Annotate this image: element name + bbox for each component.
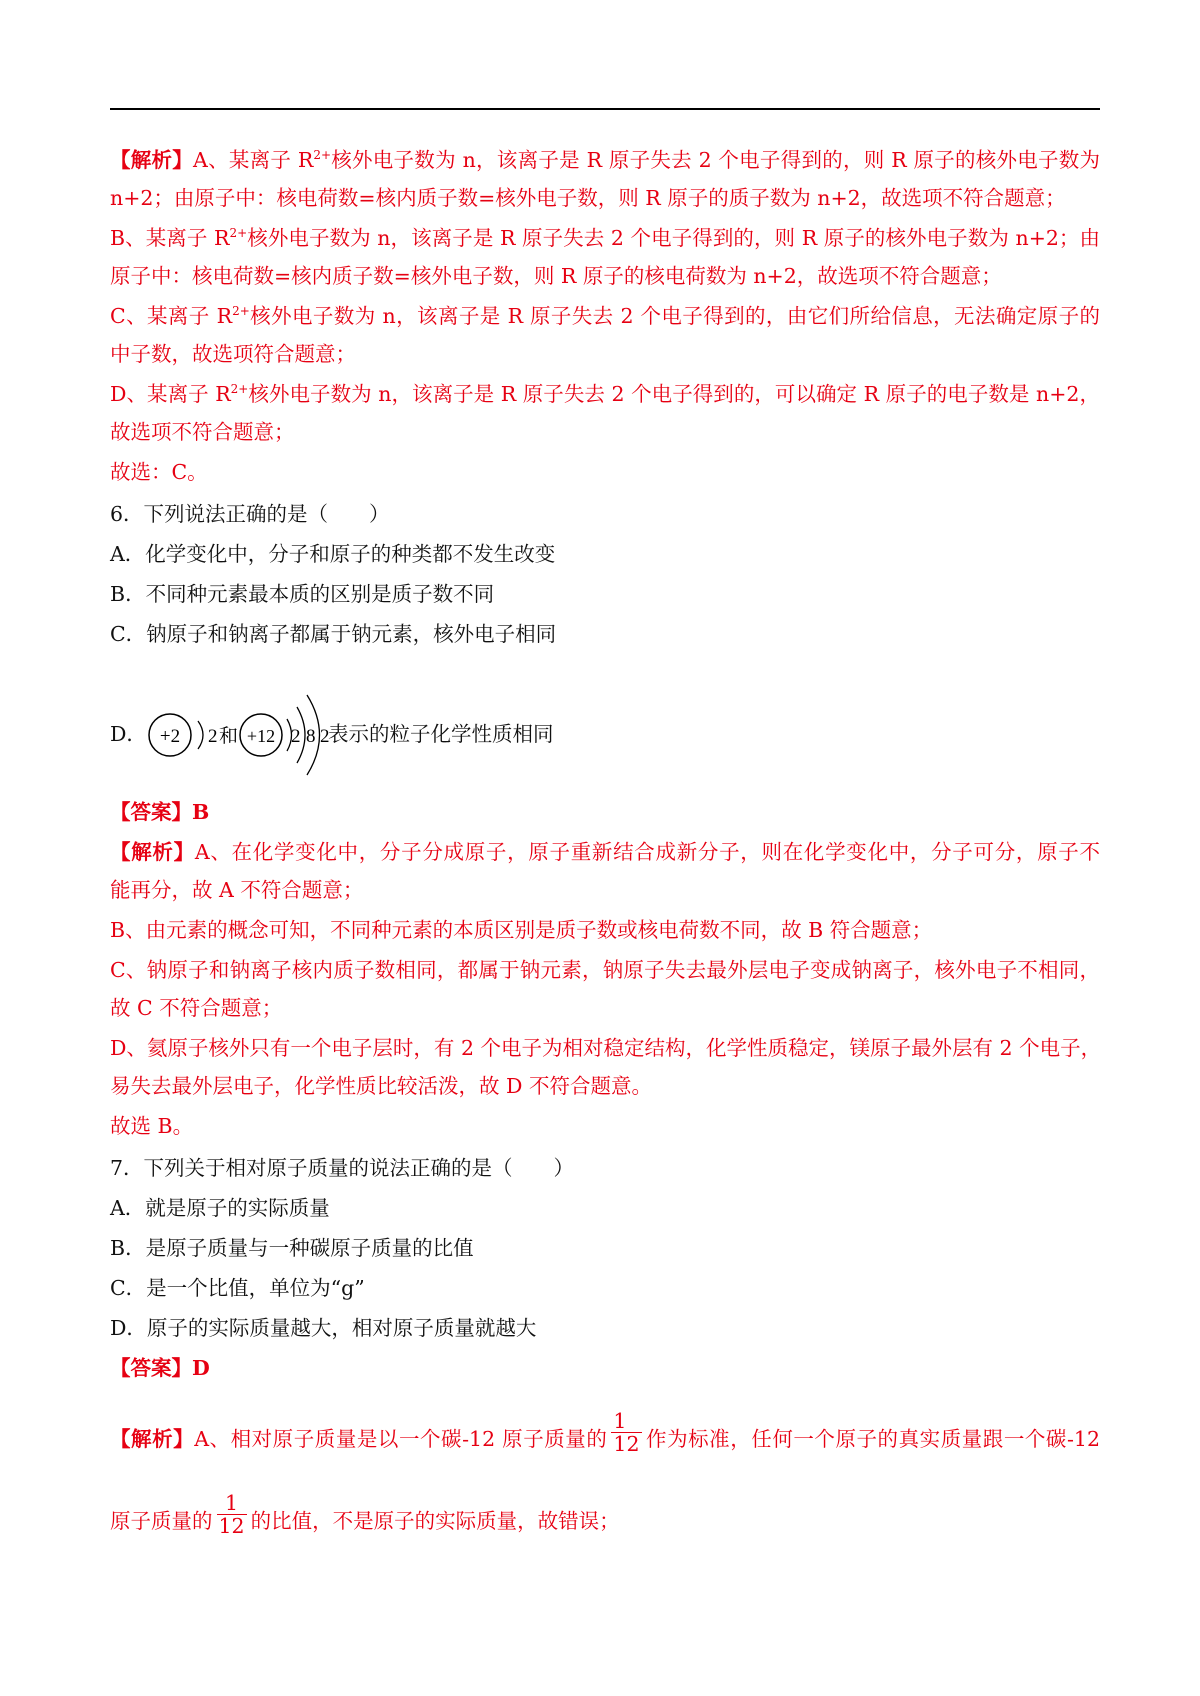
q6-stem: 6．下列说法正确的是（ ）: [110, 502, 390, 526]
q7-analysis-a-line1: 【解析】A、相对原子质量是以一个碳-12 原子质量的 $\frac{1}{12}$ 作为标准，任何一个原子的真实质量跟一个碳-12: [110, 1409, 1100, 1456]
q7-stem: 7．下列关于相对原子质量的说法正确的是（ ）: [110, 1156, 575, 1180]
q7-option-a: A．就是原子的实际质量: [110, 1196, 330, 1220]
q5-analysis-b-line2: 原子中：核电荷数=核内质子数=核外电子数，则 R 原子的核电荷数为 n+2，故选项不符合题意；: [110, 264, 1002, 288]
q5-analysis-final: 故选：C。: [110, 460, 208, 484]
fraction-one-twelfth-2: $\frac{1}{12}$: [218, 1491, 245, 1538]
magnesium-nucleus-label: +12: [246, 726, 276, 746]
q6-analysis-a-line1: 【解析】A、在化学变化中，分子分成原子，原子重新结合成新分子，则在化学变化中，分子可分，原子不: [110, 840, 1101, 864]
helium-shell-arc: [198, 721, 203, 749]
q7-option-d: D．原子的实际质量越大，相对原子质量就越大: [110, 1316, 537, 1340]
q5-analysis-d-line1: D、某离子 $R^{2+}$核外电子数为 n，该离子是 R 原子失去 2 个电子得到的，可以确定 R 原子的电子数是 n+2，: [110, 382, 1100, 406]
magnesium-shell-1-electrons: 2: [291, 726, 301, 747]
q6-option-c: C．钠原子和钠离子都属于钠元素，核外电子相同: [110, 622, 557, 646]
q6-analysis-c-line2: 故 C 不符合题意；: [110, 996, 283, 1020]
q7-answer: 【答案】D: [110, 1356, 210, 1380]
q7-option-c: C．是一个比值，单位为“g”: [110, 1276, 365, 1300]
q5-analysis-c-line1: C、某离子 $R^{2+}$核外电子数为 n，该离子是 R 原子失去 2 个电子得到的，由它们所给信息，无法确定原子的: [110, 304, 1100, 328]
q5-analysis-c-line2: 中子数，故选项符合题意；: [110, 342, 356, 366]
q6-analysis-b-line1: B、由元素的概念可知，不同种元素的本质区别是质子数或核电荷数不同，故 B 符合题意；: [110, 918, 933, 942]
q6-option-a: A．化学变化中，分子和原子的种类都不发生改变: [110, 542, 556, 566]
q6-option-d-text: 表示的粒子化学性质相同: [328, 722, 554, 746]
helium-nucleus-label: +2: [159, 726, 181, 747]
q6-analysis-d-line1: D、氦原子核外只有一个电子层时，有 2 个电子为相对稳定结构，化学性质稳定，镁原子最外层有 2 个电子，: [110, 1036, 1102, 1060]
q5-analysis-a-line1: 【解析】A、某离子 $R^{2+}$核外电子数为 n，该离子是 R 原子失去 2 个电子得到的，则 R 原子的核外电子数为: [110, 148, 1100, 172]
fraction-one-twelfth: $\frac{1}{12}$: [613, 1409, 640, 1456]
q6-option-b: B．不同种元素最本质的区别是质子数不同: [110, 582, 495, 606]
q6-option-d-label: D．: [110, 722, 147, 746]
atom-structure-diagram: [140, 685, 340, 785]
q5-analysis-a-line2: n+2；由原子中：核电荷数=核内质子数=核外电子数，则 R 原子的质子数为 n+2，故选项不符合题意；: [110, 186, 1066, 210]
magnesium-shell-3-electrons: 2: [320, 726, 330, 747]
magnesium-shell-2-electrons: 8: [306, 726, 316, 747]
helium-shell-electrons: 2: [208, 726, 218, 747]
q6-analysis-d-line2: 易失去最外层电子，化学性质比较活泼，故 D 不符合题意。: [110, 1074, 652, 1098]
q6-analysis-c-line1: C、钠原子和钠离子核内质子数相同，都属于钠元素，钠原子失去最外层电子变成钠离子，核外电子不相同，: [110, 958, 1100, 982]
q5-analysis-b-line1: B、某离子 $R^{2+}$核外电子数为 n，该离子是 R 原子失去 2 个电子得到的，则 R 原子的核外电子数为 n+2；由: [110, 226, 1100, 250]
q5-analysis-d-line2: 故选项不符合题意；: [110, 420, 295, 444]
q6-analysis-a-line2: 能再分，故 A 不符合题意；: [110, 878, 364, 902]
header-rule: [110, 108, 1100, 110]
diagram-connector: 和: [219, 725, 239, 747]
q7-analysis-a-line2: 原子质量的 $\frac{1}{12}$ 的比值，不是原子的实际质量，故错误；: [110, 1491, 620, 1538]
q6-answer: 【答案】B: [110, 800, 210, 824]
q7-option-b: B．是原子质量与一种碳原子质量的比值: [110, 1236, 474, 1260]
q6-analysis-final: 故选 B。: [110, 1114, 194, 1138]
